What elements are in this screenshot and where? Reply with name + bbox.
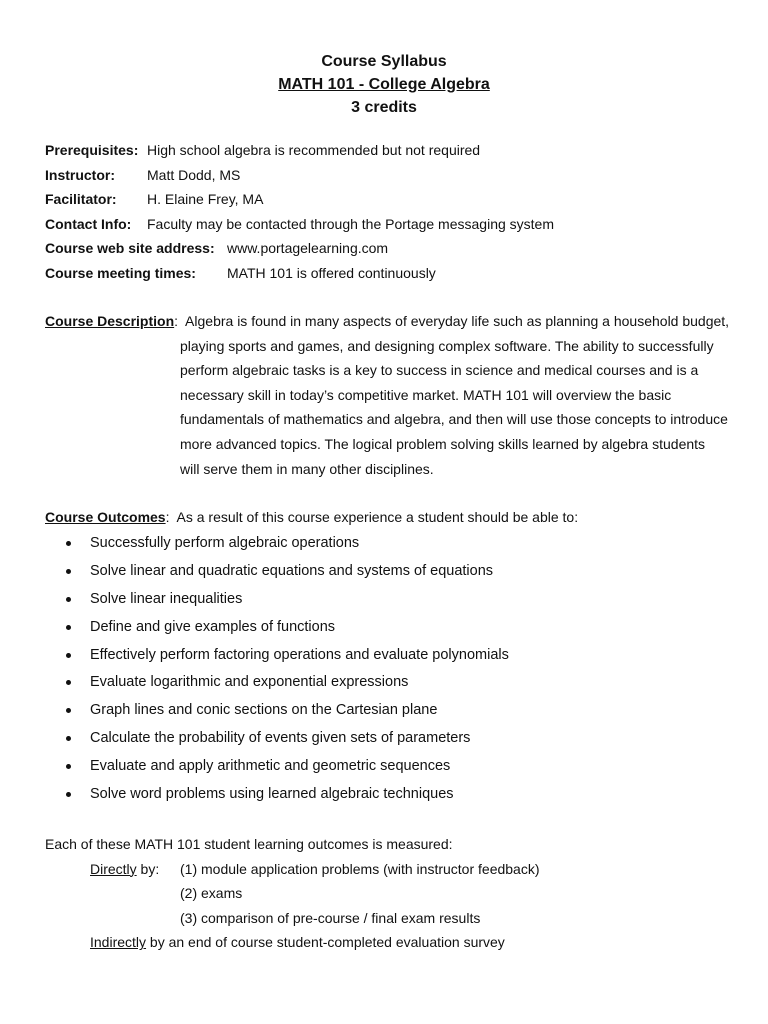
description-line: will serve them in many other disciplines. [180, 460, 434, 477]
instructor-value: Matt Dodd, MS [147, 166, 241, 183]
bullet-icon [66, 792, 71, 797]
bullet-icon [66, 569, 71, 574]
bullet-icon [66, 541, 71, 546]
prerequisites-row [45, 138, 481, 163]
direct-item: (1) module application problems (with instructor feedback) [180, 860, 540, 877]
description-label: Course Description [45, 313, 175, 329]
measurement-intro: Each of these MATH 101 student learning outcomes is measured: [45, 836, 453, 852]
outcomes-list [62, 530, 509, 809]
outcome-item: Graph lines and conic sections on the Cartesian plane [62, 697, 509, 725]
prerequisites-value: High school algebra is recommended but not required [147, 142, 481, 158]
facilitator-value: H. Elaine Frey, MA [147, 191, 264, 208]
outcome-item: Evaluate and apply arithmetic and geometric sequences [62, 753, 509, 781]
bullet-icon [66, 597, 71, 602]
bullet-icon [66, 708, 71, 713]
contact-value: Faculty may be contacted through the Portage messaging system [147, 215, 554, 232]
outcomes-intro: As a result of this course experience a student should be able to: [176, 509, 579, 525]
direct-item: (2) exams [180, 885, 243, 902]
outcome-item: Evaluate logarithmic and exponential expressions [62, 669, 509, 697]
description-line: fundamentals of mathematics and algebra, and then will use those concepts to introduce [180, 411, 728, 428]
direct-row [45, 881, 453, 906]
outcome-item: Successfully perform algebraic operations [62, 530, 509, 558]
title-block [0, 50, 768, 119]
direct-item: (3) comparison of pre-course / final exam results [180, 909, 481, 926]
directly-label: Directly [90, 860, 137, 877]
facilitator-row [45, 187, 264, 212]
prerequisites-label: Prerequisites: [45, 142, 139, 158]
outcome-item: Solve word problems using learned algebraic techniques [62, 781, 509, 809]
indirectly-text: by an end of course student-completed evaluation survey [146, 934, 505, 951]
description-line: perform algebraic tasks is a key to success in science and medical courses and is a [180, 362, 699, 379]
facilitator-label: Facilitator: [45, 191, 117, 208]
bullet-icon [66, 764, 71, 769]
bullet-icon [66, 680, 71, 685]
outcome-item: Calculate the probability of events given sets of parameters [62, 725, 509, 753]
instructor-label: Instructor: [45, 166, 115, 183]
measurement-section [45, 832, 540, 955]
outcomes-label: Course Outcomes [45, 509, 166, 525]
description-line: necessary skill in today’s competitive market. MATH 101 will overview the basic [180, 386, 672, 403]
description-line: more advanced topics. The logical problem solving skills learned by algebra students [180, 435, 706, 452]
description-line: playing sports and games, and designing complex software. The ability to successfully [180, 337, 714, 354]
direct-row [45, 906, 481, 931]
bullet-icon [66, 653, 71, 658]
course-description [45, 309, 735, 481]
outcome-item: Solve linear inequalities [62, 586, 509, 614]
course-credits: 3 credits [351, 99, 417, 116]
document-title: Course Syllabus [321, 53, 447, 70]
course-info [45, 138, 554, 286]
meeting-times-value: MATH 101 is offered continuously [227, 264, 436, 281]
website-value: www.portagelearning.com [227, 240, 389, 257]
indirect-row [45, 930, 505, 955]
contact-row [45, 212, 554, 237]
course-name: MATH 101 - College Algebra [278, 76, 490, 93]
instructor-row [45, 163, 241, 188]
bullet-icon [66, 736, 71, 741]
direct-row: Directly by: (1) module application problems (with instructor feedback) [45, 857, 453, 882]
indirectly-label: Indirectly [90, 934, 147, 951]
outcome-item: Define and give examples of functions [62, 614, 509, 642]
meeting-times-label: Course meeting times: [45, 264, 196, 281]
meeting-times-row [45, 261, 436, 286]
website-label: Course web site address: [45, 240, 215, 257]
description-line: Course Description: Algebra is found in many aspects of everyday life such as planning a household budget, [45, 313, 730, 329]
contact-label: Contact Info: [45, 215, 132, 232]
bullet-icon [66, 625, 71, 630]
outcomes-heading: Course Outcomes: As a result of this course experience a student should be able to: [45, 509, 579, 525]
website-row [45, 236, 389, 261]
outcome-item: Effectively perform factoring operations and evaluate polynomials [62, 642, 509, 670]
outcome-item: Solve linear and quadratic equations and systems of equations [62, 558, 509, 586]
